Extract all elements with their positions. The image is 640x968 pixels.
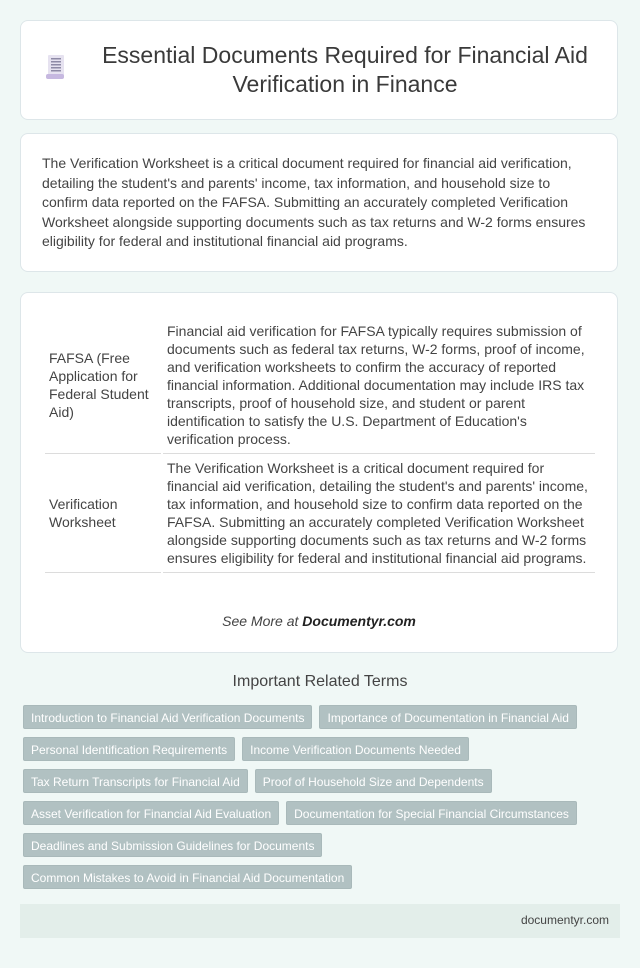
related-term-tag[interactable]: Deadlines and Submission Guidelines for Documents bbox=[23, 833, 322, 857]
see-more-prefix: See More at bbox=[222, 613, 303, 629]
table-row bbox=[45, 317, 595, 454]
related-term-tag[interactable]: Introduction to Financial Aid Verification Documents bbox=[23, 705, 312, 729]
page-title: Essential Documents Required for Financial Aid Verification in Finance bbox=[102, 42, 588, 97]
description-cell: The Verification Worksheet is a critical document required for financial aid verification, detailing the student's and parents' income, tax information, and household size to confirm data reported on the FAFSA. Submitting an accurately completed Verification Worksheet alongside supporting documents such as tax returns and W-2 forms ensures eligibility for federal and institutional financial aid programs. bbox=[163, 454, 595, 573]
related-term-tag[interactable]: Personal Identification Requirements bbox=[23, 737, 235, 761]
see-more-link[interactable]: Documentyr.com bbox=[302, 613, 416, 629]
related-term-tag[interactable]: Asset Verification for Financial Aid Evaluation bbox=[23, 801, 279, 825]
related-terms-list bbox=[23, 705, 603, 889]
see-more-line bbox=[21, 613, 617, 629]
documents-table-card bbox=[20, 292, 618, 653]
header-card bbox=[20, 20, 618, 120]
summary-text: The Verification Worksheet is a critical document required for financial aid verification, detailing the student's and parents' income, tax information, and household size to confirm data reported on the FAFSA. Submitting an accurately completed Verification Worksheet alongside supporting documents such as tax returns and W-2 forms ensures eligibility for federal and institutional financial aid programs. bbox=[42, 155, 586, 249]
description-cell: Financial aid verification for FAFSA typically requires submission of documents such as federal tax returns, W-2 forms, proof of income, and verification worksheets to confirm the accuracy of reported financial information. Additional documentation may include IRS tax transcripts, proof of household size, and student or parent identification to satisfy the U.S. Department of Education's verification process. bbox=[163, 317, 595, 454]
footer bbox=[20, 904, 620, 938]
summary-card bbox=[20, 133, 618, 272]
term-cell: Verification Worksheet bbox=[45, 454, 161, 573]
related-term-tag[interactable]: Documentation for Special Financial Circumstances bbox=[286, 801, 577, 825]
footer-site-link[interactable]: documentyr.com bbox=[520, 913, 609, 927]
document-icon bbox=[45, 54, 67, 80]
table-row bbox=[45, 454, 595, 573]
documents-table bbox=[43, 317, 597, 573]
term-cell: FAFSA (Free Application for Federal Student Aid) bbox=[45, 317, 161, 454]
related-term-tag[interactable]: Importance of Documentation in Financial Aid bbox=[319, 705, 576, 729]
related-terms-title: Important Related Terms bbox=[232, 673, 408, 690]
related-term-tag[interactable]: Proof of Household Size and Dependents bbox=[255, 769, 492, 793]
related-term-tag[interactable]: Income Verification Documents Needed bbox=[242, 737, 469, 761]
related-term-tag[interactable]: Tax Return Transcripts for Financial Aid bbox=[23, 769, 248, 793]
related-term-tag[interactable]: Common Mistakes to Avoid in Financial Aid Documentation bbox=[23, 865, 352, 889]
